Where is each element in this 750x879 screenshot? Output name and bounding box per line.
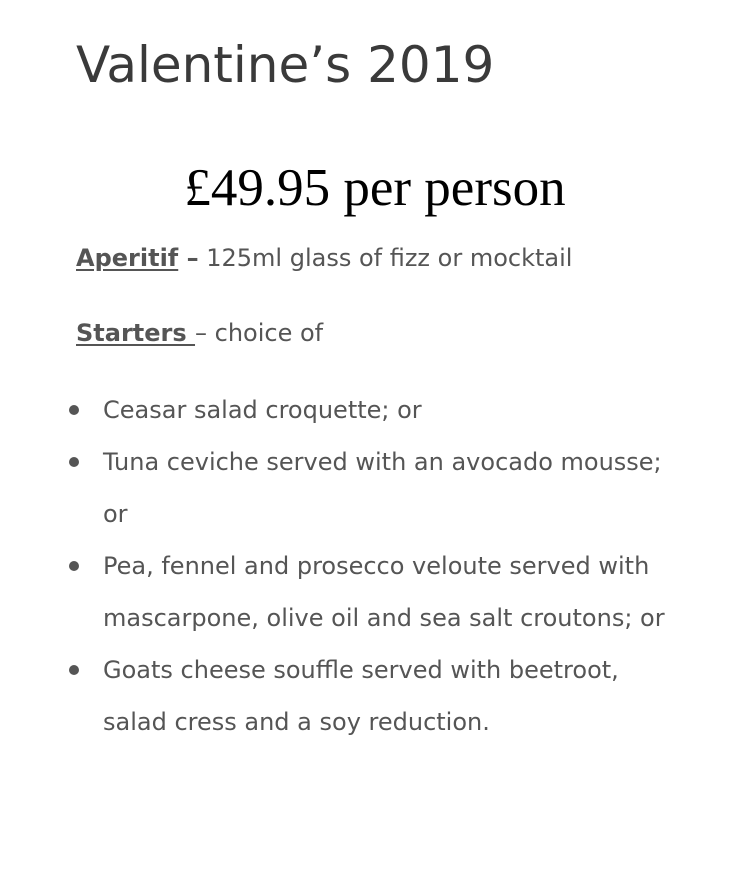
aperitif-dash: – [178,244,199,272]
bullet-icon [69,561,79,571]
list-item-text: Ceasar salad croquette; or [103,396,422,424]
list-item [0,644,750,748]
list-item-text: Pea, fennel and prosecco veloute served with mascarpone, olive oil and sea salt croutons; or [103,552,665,632]
list-item [0,436,750,540]
bullet-icon [69,665,79,675]
aperitif-description: 125ml glass of fizz or mocktail [198,244,573,272]
price-per-person: £49.95 per person [184,159,566,217]
starters-label: Starters [76,319,196,347]
list-item [0,384,750,436]
starters-description: – choice of [195,319,324,347]
list-item [0,540,750,644]
list-item-text: Tuna ceviche served with an avocado mousse; or [103,448,662,528]
list-item-text: Goats cheese souffle served with beetroot, salad cress and a soy reduction. [103,656,619,736]
starters-line [76,318,323,348]
page-title: Valentine’s 2019 [76,36,495,94]
starters-list [0,384,750,748]
bullet-icon [69,405,79,415]
aperitif-line [76,243,572,273]
aperitif-label: Aperitif [76,244,179,272]
bullet-icon [69,457,79,467]
